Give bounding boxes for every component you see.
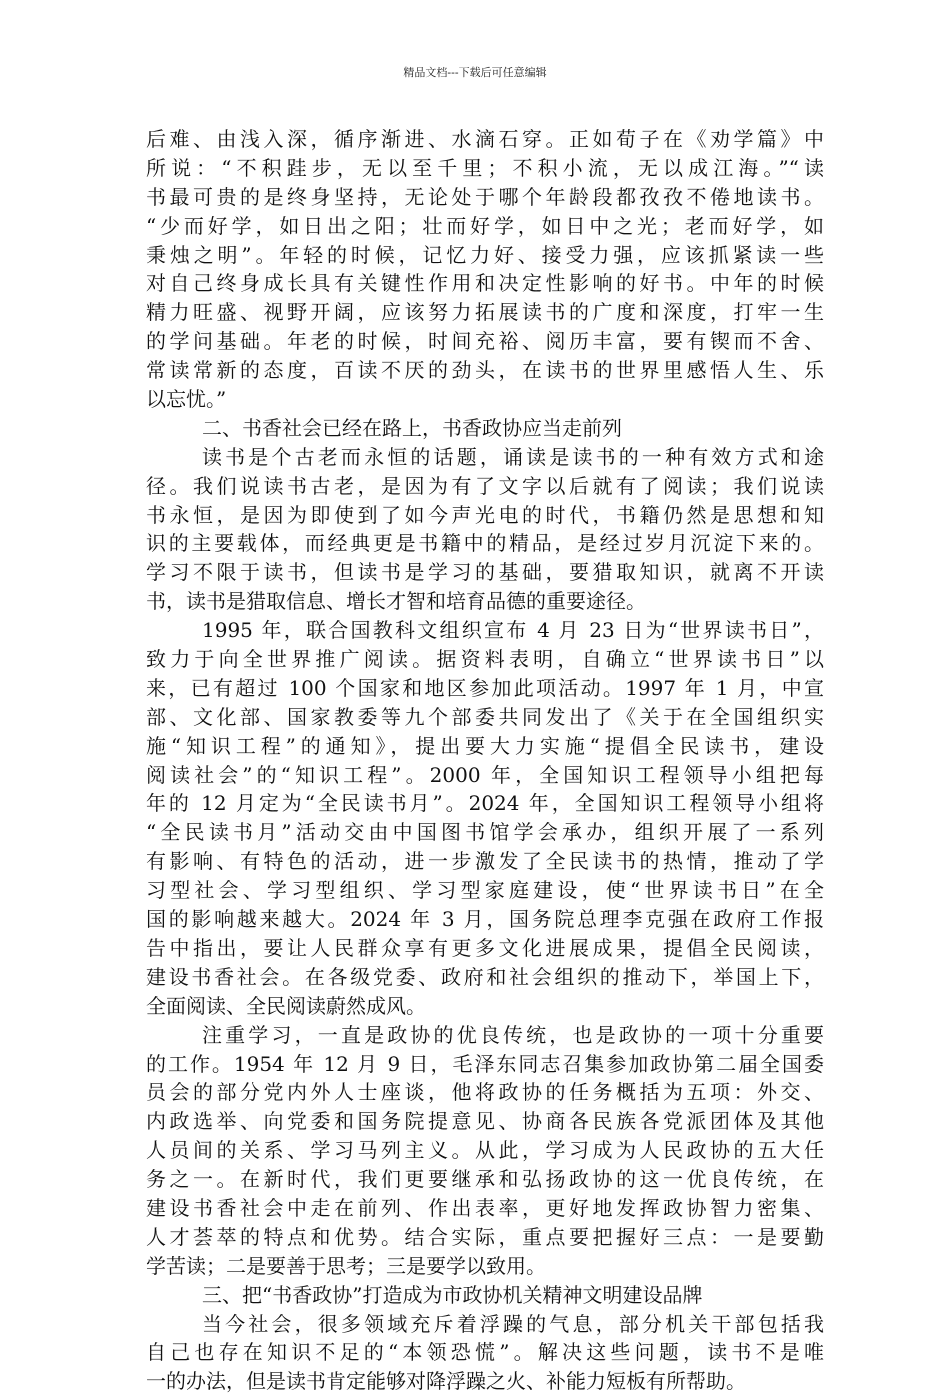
text-line: 识的主要载体，而经典更是书籍中的精品，是经过岁月沉淀下来的。: [146, 531, 824, 556]
text-line: 书最可贵的是终身坚持，无论处于哪个年龄段都孜孜不倦地读书。: [146, 184, 824, 209]
page-header: 精品文档---下载后可任意编辑: [403, 66, 547, 79]
text-line: 秉烛之明”。年轻的时候，记忆力好、接受力强，应该抓紧读一些: [146, 242, 824, 267]
text-line: 后难、由浅入深，循序渐进、水滴石穿。正如荀子在《劝学篇》中: [146, 127, 824, 151]
text-line: 学习不限于读书，但读书是学习的基础，要猎取知识，就离不开读: [146, 560, 824, 585]
text-line: 注重学习，一直是政协的优良传统，也是政协的一项十分重要: [202, 1022, 824, 1047]
text-line: 书永恒，是因为即使到了如今声光电的时代，书籍仍然是思想和知: [146, 502, 824, 527]
text-line: 有影响、有特色的活动，进一步激发了全民读书的热情，推动了学: [146, 849, 824, 874]
text-line: 所说：“不积跬步，无以至千里；不积小流，无以成江海。”“读: [146, 155, 824, 180]
text-line: 二、书香社会已经在路上，书香政协应当走前列: [202, 415, 622, 440]
text-line: 学苦读；二是要善于思考；三是要学以致用。: [146, 1253, 546, 1278]
text-line: 员会的部分党内外人士座谈，他将政协的任务概括为五项：外交、: [146, 1080, 824, 1105]
text-line: 致力于向全世界推广阅读。据资料表明，自确立“世界读书日”以: [146, 647, 824, 672]
text-line: 读书是个古老而永恒的话题，诵读是读书的一种有效方式和途: [202, 444, 824, 469]
text-line: 人员间的关系、学习马列主义。从此，学习成为人民政协的五大任: [146, 1138, 824, 1163]
text-line: 以忘忧。”: [146, 387, 227, 412]
text-line: 书，读书是猎取信息、增长才智和培育品德的重要途径。: [146, 589, 646, 614]
text-line: 径。我们说读书古老，是因为有了文字以后就有了阅读；我们说读: [146, 473, 824, 498]
text-line: 年的 12 月定为“全民读书月”。2024 年，全国知识工程领导小组将: [146, 791, 824, 816]
text-line: 务之一。在新时代，我们更要继承和弘扬政协的这一优良传统，在: [146, 1167, 824, 1192]
text-line: 精力旺盛、视野开阔，应该努力拓展读书的广度和深度，打牢一生: [146, 300, 824, 325]
text-line: 当今社会，很多领域充斥着浮躁的气息，部分机关干部包括我: [202, 1311, 824, 1336]
text-line: 告中指出，要让人民群众享有更多文化进展成果，提倡全民阅读，: [146, 935, 824, 960]
text-line: 对自己终身成长具有关键性作用和决定性影响的好书。中年的时候: [146, 271, 824, 296]
text-line: 的工作。1954 年 12 月 9 日，毛泽东同志召集参加政协第二届全国委: [146, 1051, 824, 1076]
text-line: 建设书香社会中走在前列、作出表率，更好地发挥政协智力密集、: [146, 1195, 824, 1220]
text-line: 来，已有超过 100 个国家和地区参加此项活动。1997 年 1 月，中宣: [146, 675, 824, 700]
text-line: 习型社会、学习型组织、学习型家庭建设，使“世界读书日”在全: [146, 878, 824, 903]
text-line: 建设书香社会。在各级党委、政府和社会组织的推动下，举国上下，: [146, 964, 824, 989]
text-line: 人才荟萃的特点和优势。结合实际，重点要把握好三点：一是要勤: [146, 1224, 824, 1249]
text-line: 1995 年，联合国教科文组织宣布 4 月 23 日为“世界读书日”，: [202, 618, 824, 643]
text-line: 自己也存在知识不足的“本领恐慌”。解决这些问题，读书不是唯: [146, 1340, 824, 1365]
text-line: 部、文化部、国家教委等九个部委共同发出了《关于在全国组织实: [146, 704, 824, 729]
text-line: 施“知识工程”的通知》，提出要大力实施“提倡全民读书，建设: [146, 733, 824, 758]
text-line: 国的影响越来越大。2024 年 3 月，国务院总理李克强在政府工作报: [146, 907, 824, 932]
text-line: 三、把“书香政协”打造成为市政协机关精神文明建设品牌: [202, 1282, 703, 1307]
text-line: 一的办法，但是读书肯定能够对降浮躁之火、补能力短板有所帮助。: [146, 1369, 746, 1394]
text-line: 常读常新的态度，百读不厌的劲头，在读书的世界里感悟人生、乐: [146, 358, 824, 383]
text-line: 的学问基础。年老的时候，时间充裕、阅历丰富，要有锲而不舍、: [146, 329, 824, 354]
text-line: “全民读书月”活动交由中国图书馆学会承办，组织开展了一系列: [146, 820, 824, 845]
text-line: “少而好学，如日出之阳；壮而好学，如日中之光；老而好学，如: [146, 213, 824, 238]
text-line: 全面阅读、全民阅读蔚然成风。: [146, 993, 426, 1018]
text-line: 内政选举、向党委和国务院提意见、协商各民族各党派团体及其他: [146, 1109, 824, 1134]
text-line: 阅读社会”的“知识工程”。2000 年，全国知识工程领导小组把每: [146, 762, 824, 787]
document-body: [146, 125, 824, 1396]
